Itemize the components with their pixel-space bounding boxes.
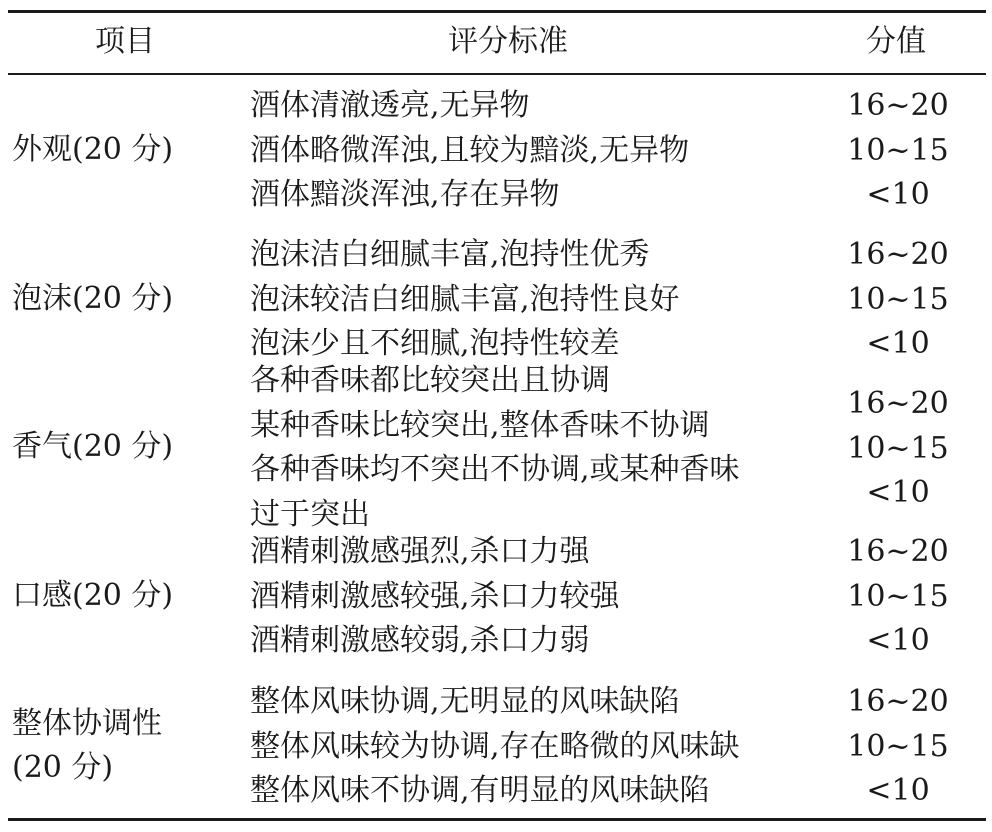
criteria-line: 过于突出 — [250, 496, 370, 532]
criteria-line: 各种香味都比较突出且协调 — [250, 363, 610, 398]
criteria-line: 酒精刺激感强烈,杀口力强 — [250, 534, 590, 569]
row-criteria — [250, 233, 830, 367]
score-value: 16~20 — [847, 88, 949, 123]
criteria-line: 酒体清澈透亮,无异物 — [250, 88, 530, 123]
row-item — [12, 702, 242, 790]
score-value: <10 — [866, 177, 930, 212]
score-value: 16~20 — [847, 237, 949, 272]
row-criteria — [250, 359, 830, 537]
score-value: 10~15 — [847, 728, 949, 764]
criteria-line: 酒精刺激感较强,杀口力较强 — [250, 578, 620, 614]
score-value: <10 — [866, 475, 930, 510]
row-item: 香气(20 分) — [12, 429, 174, 464]
table-header-rule — [8, 73, 986, 75]
score-value: 16~20 — [847, 684, 949, 719]
header-score: 分值 — [866, 24, 926, 59]
criteria-line: 酒精刺激感较弱,杀口力弱 — [250, 623, 590, 658]
row-scores — [838, 680, 958, 814]
criteria-line: 整体风味协调,无明显的风味缺陷 — [250, 684, 680, 719]
row-item-line: 整体协调性 — [12, 706, 162, 741]
criteria-line: 某种香味比较突出,整体香味不协调 — [250, 407, 710, 443]
header-item: 项目 — [95, 24, 155, 59]
score-value: 16~20 — [847, 534, 949, 569]
criteria-line: 各种香味均不突出不协调,或某种香味 — [250, 452, 740, 487]
score-value: 10~15 — [847, 578, 949, 614]
table-bottom-rule — [8, 818, 986, 821]
criteria-line: 泡沫少且不细腻,泡持性较差 — [250, 326, 620, 361]
row-item-line: (20 分) — [12, 750, 114, 785]
row-item: 泡沫(20 分) — [12, 281, 174, 316]
header-criteria: 评分标准 — [448, 24, 568, 59]
criteria-line: 酒体略微浑浊,且较为黯淡,无异物 — [250, 132, 690, 168]
score-value: 16~20 — [847, 386, 949, 421]
table-top-rule — [8, 10, 986, 13]
score-value: <10 — [866, 773, 930, 808]
row-criteria — [250, 680, 830, 814]
row-scores — [838, 84, 958, 218]
criteria-line: 泡沫较洁白细腻丰富,泡持性良好 — [250, 281, 680, 317]
row-criteria — [250, 530, 830, 664]
score-value: 10~15 — [847, 281, 949, 317]
criteria-line: 泡沫洁白细腻丰富,泡持性优秀 — [250, 237, 650, 272]
row-criteria — [250, 84, 830, 218]
row-scores — [838, 382, 958, 516]
row-scores — [838, 233, 958, 367]
criteria-line: 整体风味较为协调,存在略微的风味缺 — [250, 728, 740, 764]
criteria-line: 整体风味不协调,有明显的风味缺陷 — [250, 773, 710, 808]
score-value: <10 — [866, 326, 930, 361]
score-value: <10 — [866, 623, 930, 658]
row-scores — [838, 530, 958, 664]
row-item: 口感(20 分) — [12, 578, 174, 613]
score-value: 10~15 — [847, 430, 949, 466]
score-value: 10~15 — [847, 132, 949, 168]
criteria-line: 酒体黯淡浑浊,存在异物 — [250, 177, 560, 212]
row-item: 外观(20 分) — [12, 132, 174, 167]
